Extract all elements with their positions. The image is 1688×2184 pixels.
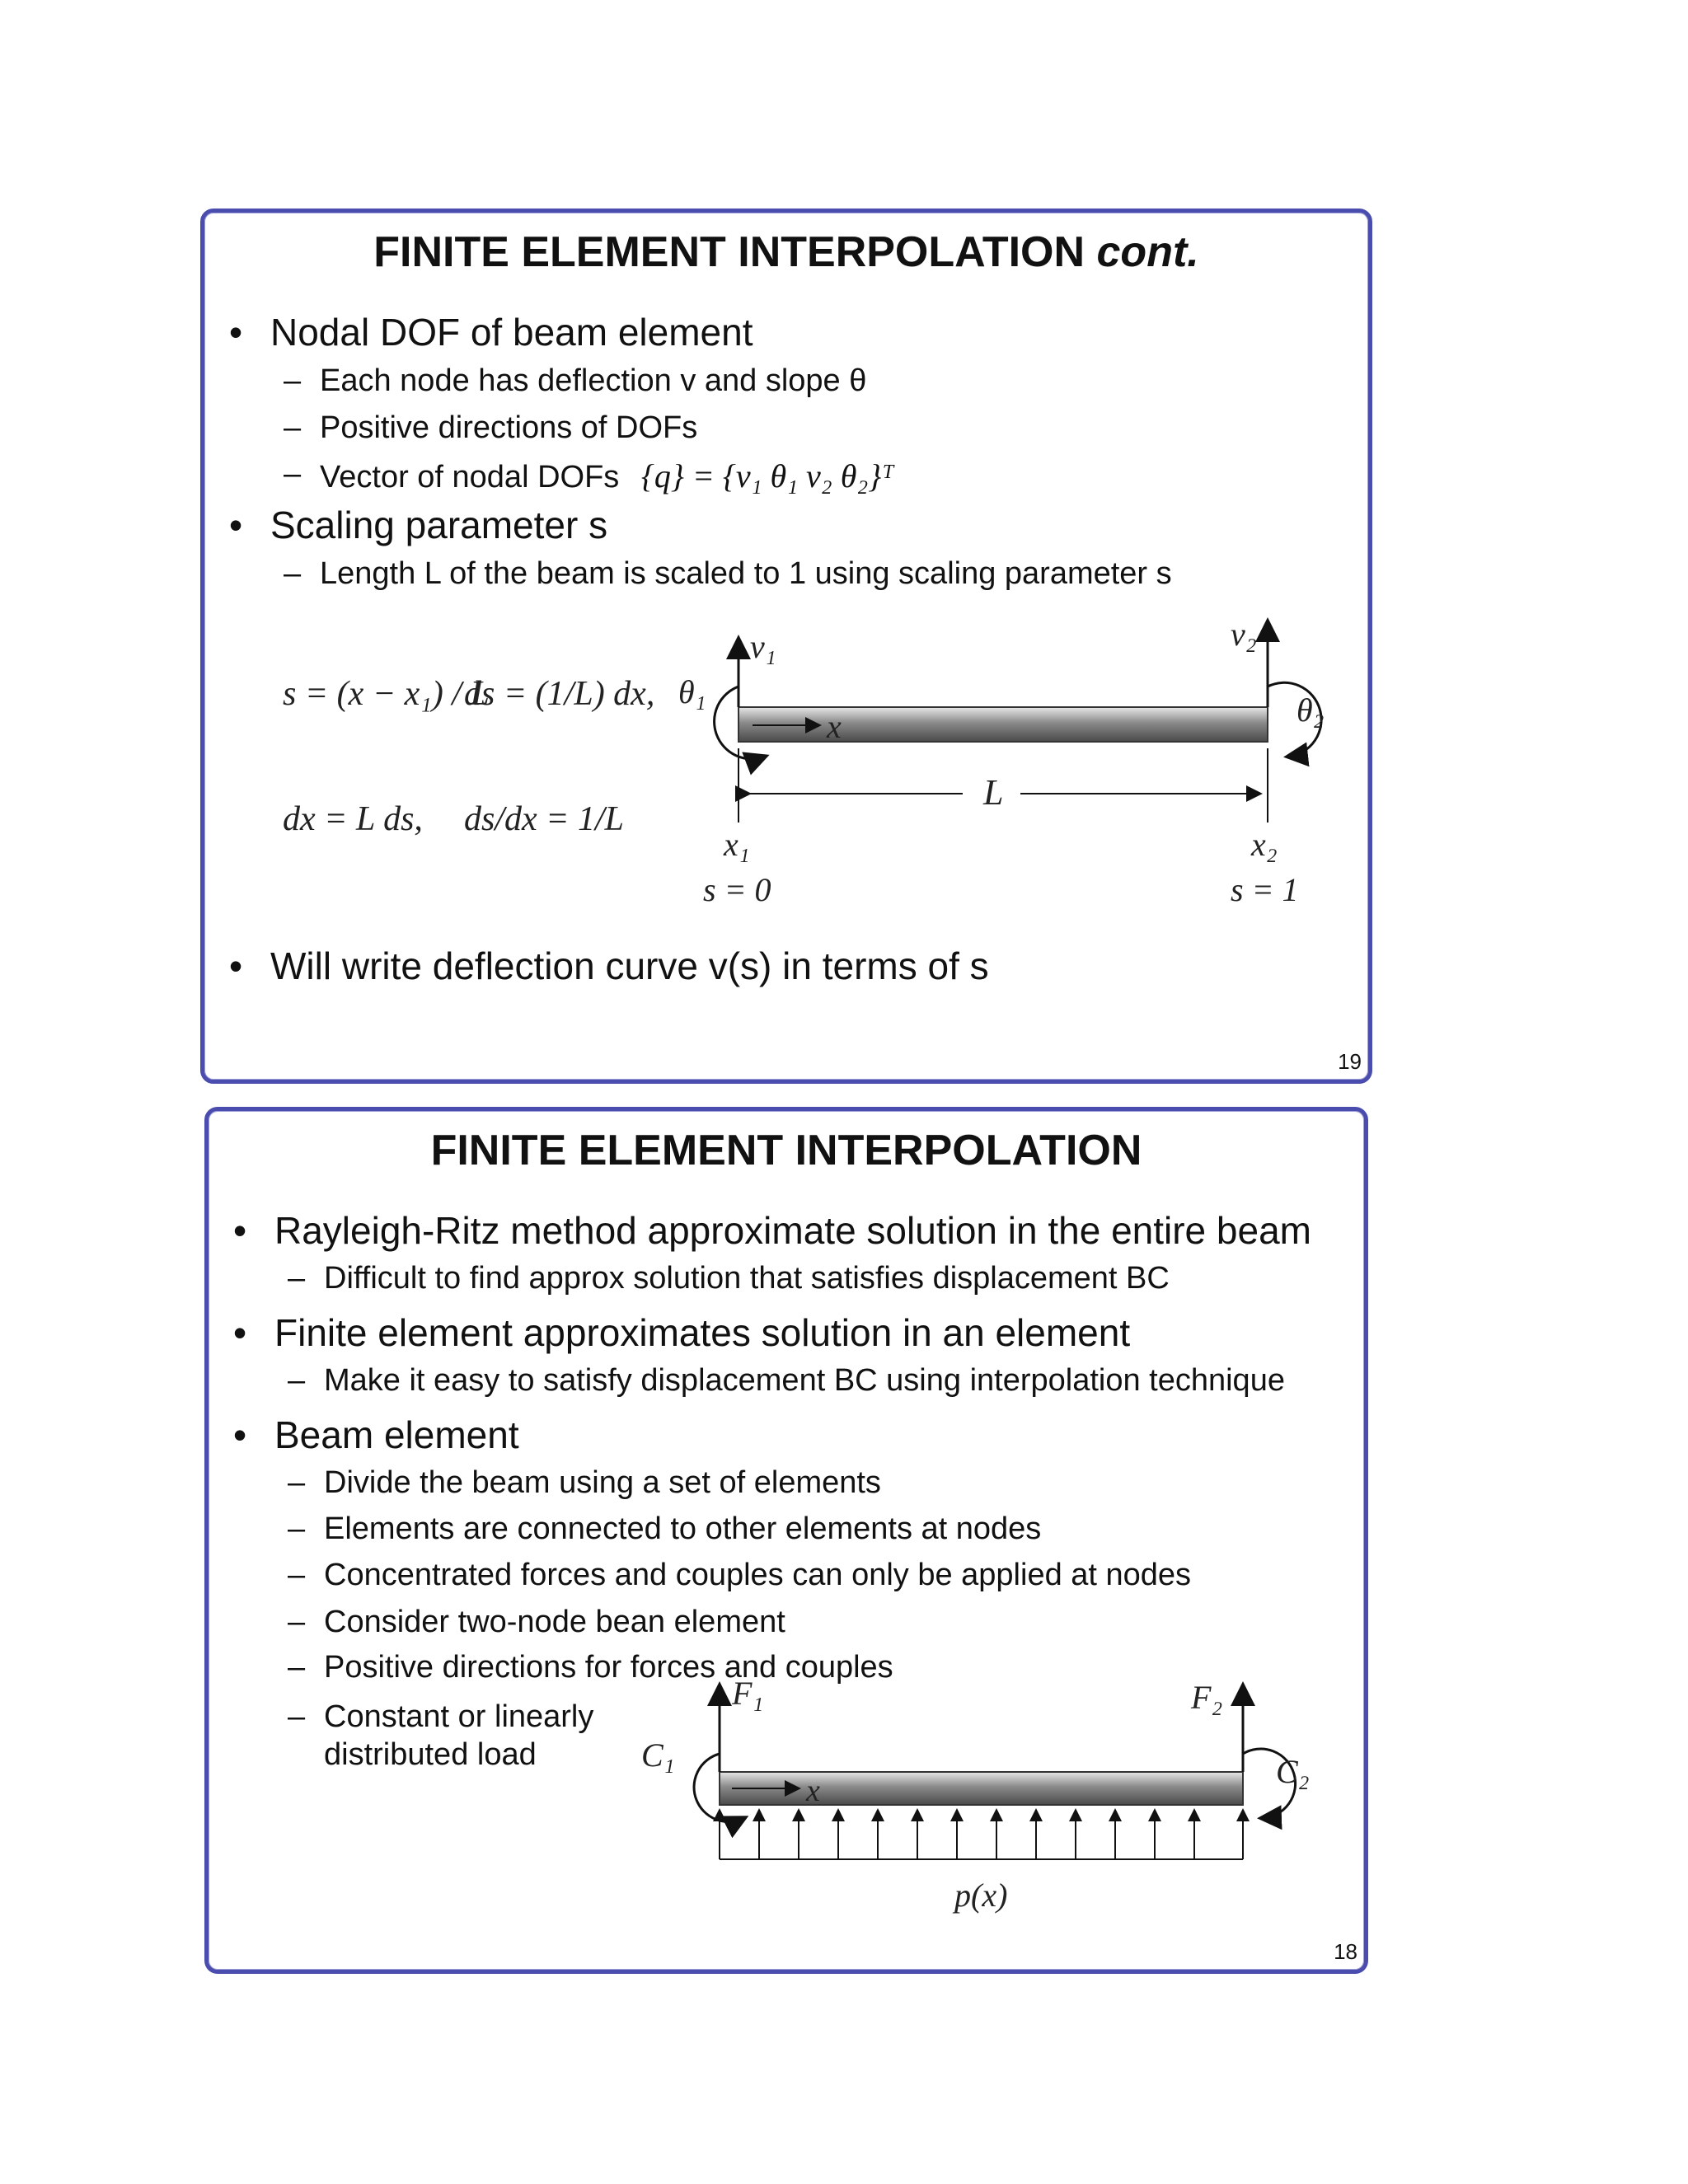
bullet-scaling: • Scaling parameter s [229,504,608,546]
sub-bullet-text: Consider two-node bean element [324,1605,785,1639]
eq-ds-definition: ds = (1/L) dx, [464,675,655,713]
bullet-text: Scaling parameter s [270,504,608,546]
bullet-dot: • [229,311,243,354]
beam [720,1772,1243,1805]
sub-bullet-deflection: – Each node has deflection v and slope θ [284,363,867,398]
bullet-text: Beam element [274,1413,519,1456]
sub-bullet-text: Divide the beam using a set of elements [324,1465,881,1500]
label-v2: v₂ [1231,616,1257,653]
bullet-deflection-curve: • Will write deflection curve v(s) in terms of s [229,944,989,987]
sub-bullet-text: Difficult to find approx solution that satisfies displacement BC [324,1261,1170,1296]
label-x: x [827,708,842,745]
sub-bullet-text: Length L of the beam is scaled to 1 using scaling parameter s [320,556,1172,591]
sub-bullet-text: Concentrated forces and couples can only be applied at nodes [324,1558,1192,1592]
sub-bullet-distributed-load: – Constant or linearly distributed load [288,1699,594,1772]
sub-bullet-positive-forces: – Positive directions for forces and couples [288,1650,893,1685]
beam-force-figure [209,1111,1372,1978]
sub-bullet-concentrated: – Concentrated forces and couples can only be applied at nodes [288,1558,1192,1592]
label-x2: x₂ [1251,826,1278,863]
label-F2: F₂ [1191,1679,1223,1716]
bullet-text: Rayleigh-Ritz method approximate solution in the entire beam [274,1209,1311,1252]
sub-bullet-divide: – Divide the beam using a set of elements [288,1465,881,1500]
page-number: 18 [1334,1939,1357,1964]
slide-title: FINITE ELEMENT INTERPOLATION [430,1127,1142,1174]
sub-bullet-text: Positive directions of DOFs [320,410,698,445]
sub-bullet-text: Constant or linearly distributed load [324,1699,594,1772]
title-main: FINITE ELEMENT INTERPOLATION [373,228,1085,276]
slide-19 [200,209,1372,1084]
label-F1: F₁ [732,1675,764,1712]
label-load: p(x) [954,1877,1008,1914]
label-s0: s = 0 [703,871,771,908]
sub-bullet-text: Vector of nodal DOFs [320,460,620,494]
label-s1: s = 1 [1231,871,1299,908]
sub-bullet-vector: – Vector of nodal DOFs {q} = {v₁ θ₁ v₂ θ₂}ᵀ [284,457,894,494]
sub-bullet-text: Each node has deflection v and slope θ [320,363,867,398]
label-C1: C₁ [641,1736,675,1774]
dof-vector: {q} = {v₁ θ₁ v₂ θ₂}ᵀ [640,457,894,494]
bullet-finite-element: • Finite element approximates solution in an element [233,1311,1131,1354]
label-x1: x₁ [724,826,750,863]
page-number: 19 [1338,1049,1362,1074]
slide-18 [204,1107,1368,1974]
bullet-text: Nodal DOF of beam element [270,311,753,354]
sub-bullet-difficult: – Difficult to find approx solution that satisfies displacement BC [288,1261,1170,1296]
sub-bullet-text: Positive directions for forces and couples [324,1650,893,1685]
label-v1: v₁ [750,628,776,665]
label-C2: C₂ [1276,1753,1310,1790]
label-x: x [806,1774,820,1808]
sub-bullet-positive-directions: – Positive directions of DOFs [284,410,698,445]
sub-bullet-text: Elements are connected to other elements at nodes [324,1511,1042,1546]
label-theta2: θ₂ [1296,691,1325,729]
eq-derivative: ds/dx = 1/L [464,800,625,838]
eq-s-definition: s = (x − x₁) / L [283,675,490,713]
sub-bullet-make-easy: – Make it easy to satisfy displacement BC using interpolation technique [288,1363,1285,1398]
sub-bullet-two-node: – Consider two-node bean element [288,1605,785,1639]
bullet-rayleigh-ritz: • Rayleigh-Ritz method approximate solution in the entire beam [233,1209,1311,1252]
sub-bullet-text: Make it easy to satisfy displacement BC using interpolation technique [324,1363,1285,1398]
bullet-text: Will write deflection curve v(s) in terms of s [270,944,989,987]
bullet-text: Finite element approximates solution in an element [274,1311,1131,1354]
sub-bullet-connected: – Elements are connected to other elements at nodes [288,1511,1042,1546]
bullet-beam-element: • Beam element [233,1413,519,1456]
title-emphasis: cont. [1096,228,1199,276]
distributed-load-arrows [720,1811,1243,1859]
eq-dx-definition: dx = L ds, [283,800,423,838]
label-theta1: θ₁ [678,673,706,710]
sub-bullet-length: – Length L of the beam is scaled to 1 using scaling parameter s [284,556,1172,591]
label-L: L [983,772,1004,813]
